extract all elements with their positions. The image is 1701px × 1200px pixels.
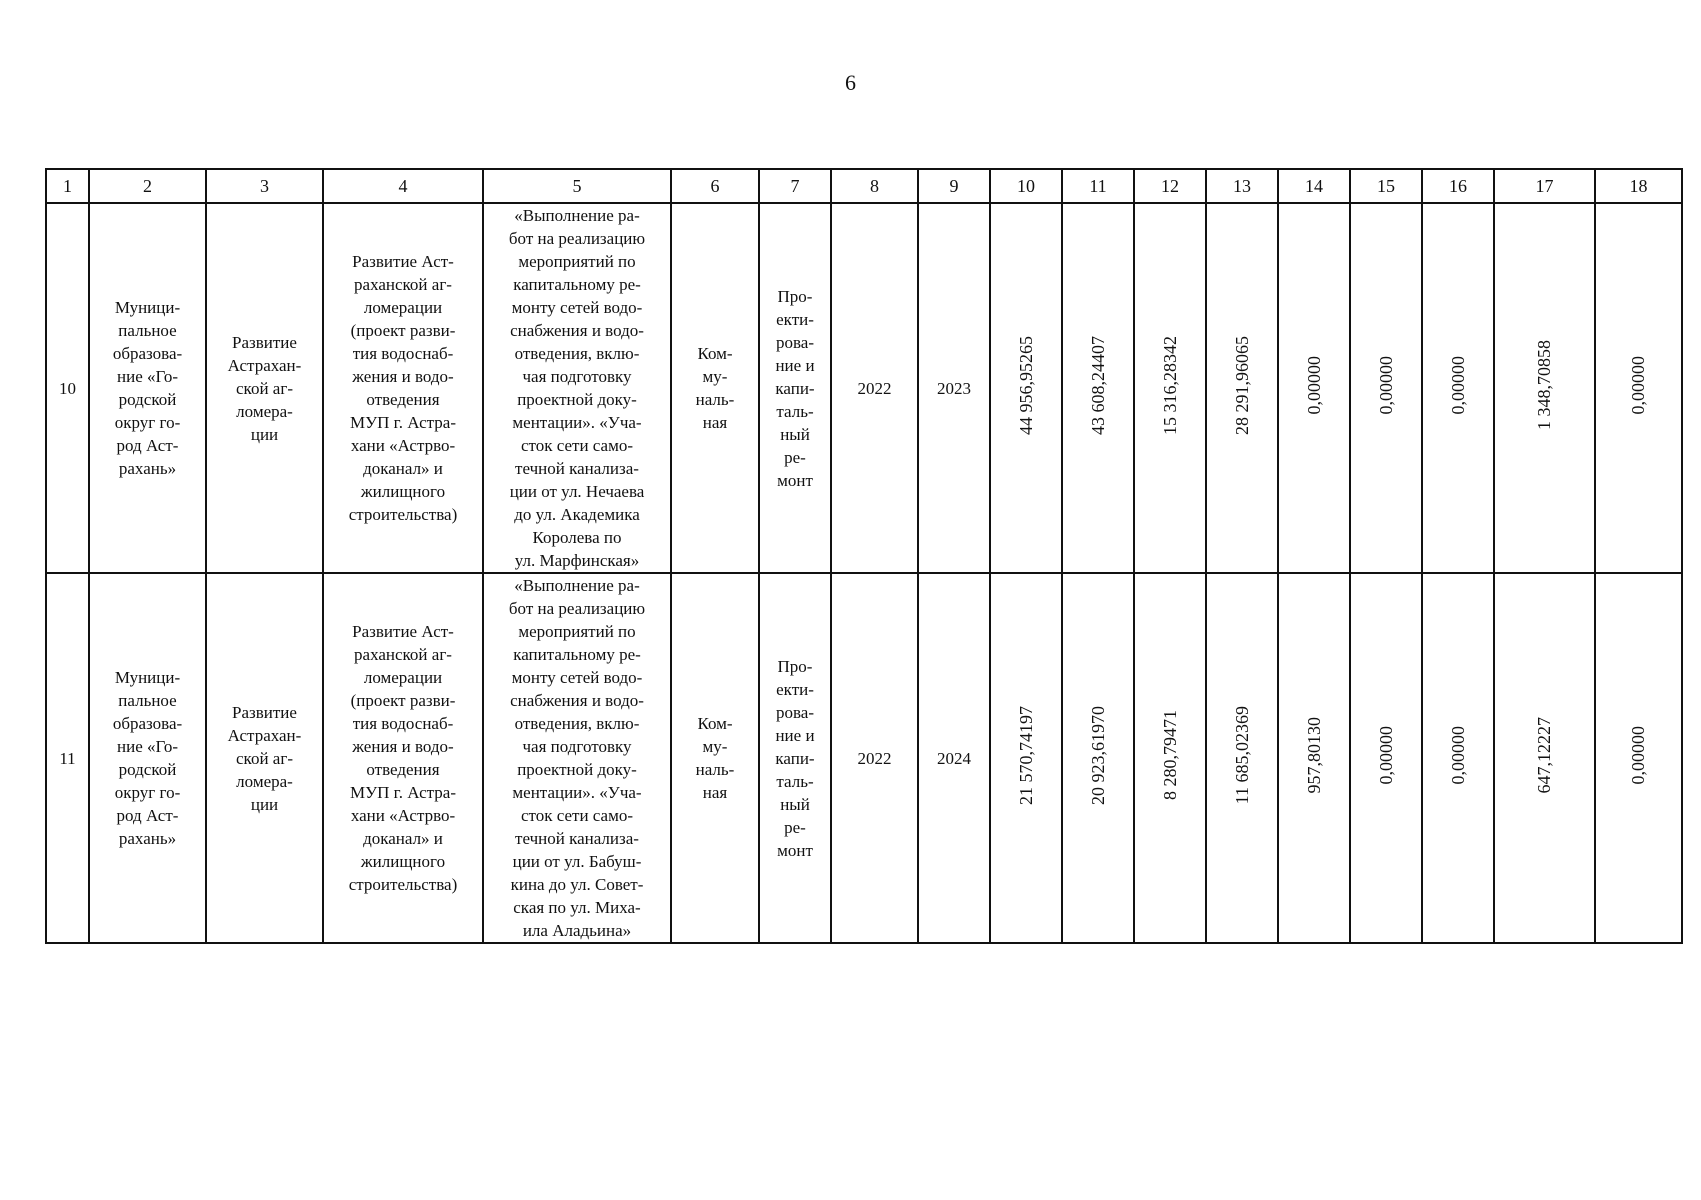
municipality-cell: Муници- пальное образова- ние «Го- родской округ го- род Аст- рахань» — [89, 573, 206, 943]
value-text: 0,00000 — [1375, 725, 1396, 785]
page-number: 6 — [845, 70, 856, 95]
value-cell — [1134, 203, 1206, 573]
value-text: 0,00000 — [1628, 355, 1648, 415]
column-header: 5 — [483, 169, 671, 203]
column-number-row — [46, 169, 1682, 203]
year-start-cell: 2022 — [831, 203, 918, 573]
value-text: 957,80130 — [1303, 716, 1324, 794]
value-text: 1 348,70858 — [1534, 340, 1554, 430]
direction-cell: Развитие Астрахан- ской аг- ломера- ции — [206, 573, 323, 943]
value-cell — [1422, 203, 1494, 573]
program-cell: Развитие Аст- раханской аг- ломерации (проект разви- тия водоснаб- жения и водо- отведения МУП г. Астра- хани «Астрво- доканал» и жилищного строительства) — [323, 573, 483, 943]
column-header: 9 — [918, 169, 990, 203]
value-cell — [1278, 573, 1350, 943]
year-end-cell: 2023 — [918, 203, 990, 573]
column-header: 8 — [831, 169, 918, 203]
value-cell — [1206, 573, 1278, 943]
value-text: 28 291,96065 — [1231, 335, 1252, 435]
value-text: 15 316,28342 — [1159, 335, 1180, 435]
direction-cell: Развитие Астрахан- ской аг- ломера- ции — [206, 203, 323, 573]
value-text: 0,00000 — [1303, 355, 1324, 415]
year-end-cell: 2024 — [918, 573, 990, 943]
work-type-cell: Про- екти- рова- ние и капи- таль- ный ре- монт — [759, 203, 831, 573]
value-cell — [1595, 573, 1682, 943]
value-cell — [1422, 573, 1494, 943]
ownership-cell: Ком- му- наль- ная — [671, 573, 759, 943]
column-header: 11 — [1062, 169, 1134, 203]
column-header: 15 — [1350, 169, 1422, 203]
value-cell — [1134, 573, 1206, 943]
value-text: 20 923,61970 — [1087, 705, 1108, 805]
table-row — [46, 203, 1682, 573]
column-header: 2 — [89, 169, 206, 203]
value-cell — [1350, 573, 1422, 943]
column-header: 4 — [323, 169, 483, 203]
row-number: 10 — [46, 203, 89, 573]
value-text: 0,00000 — [1375, 355, 1396, 415]
work-type-cell: Про- екти- рова- ние и капи- таль- ный ре- монт — [759, 573, 831, 943]
value-text: 0,00000 — [1628, 725, 1648, 785]
column-header: 1 — [46, 169, 89, 203]
column-header: 18 — [1595, 169, 1682, 203]
value-cell — [1062, 573, 1134, 943]
column-header: 14 — [1278, 169, 1350, 203]
municipality-cell: Муници- пальное образова- ние «Го- родской округ го- род Аст- рахань» — [89, 203, 206, 573]
value-cell — [1278, 203, 1350, 573]
value-text: 0,00000 — [1447, 725, 1468, 785]
row-number: 11 — [46, 573, 89, 943]
value-text: 11 685,02369 — [1231, 705, 1252, 805]
value-text: 44 956,95265 — [1015, 335, 1036, 435]
object-cell: «Выполнение ра- бот на реализацию мероприятий по капитальному ре- монту сетей водо- снабжения и водо- отведения, вклю- чая подготовку проектной доку- ментации». «Уча- сток сети само- течной канализа- ции от ул. Бабуш- кина до ул. Совет- ская по ул. Миха- ила Аладьина» — [483, 573, 671, 943]
value-cell — [1206, 203, 1278, 573]
investment-table — [45, 168, 1683, 944]
value-text: 43 608,24407 — [1087, 335, 1108, 435]
value-cell — [990, 203, 1062, 573]
value-text: 8 280,79471 — [1159, 710, 1180, 800]
column-header: 6 — [671, 169, 759, 203]
value-text: 647,12227 — [1534, 716, 1554, 794]
table-row — [46, 573, 1682, 943]
value-text: 0,00000 — [1447, 355, 1468, 415]
column-header: 3 — [206, 169, 323, 203]
column-header: 10 — [990, 169, 1062, 203]
value-cell — [1350, 203, 1422, 573]
value-cell — [1062, 203, 1134, 573]
year-start-cell: 2022 — [831, 573, 918, 943]
program-cell: Развитие Аст- раханской аг- ломерации (проект разви- тия водоснаб- жения и водо- отведения МУП г. Астра- хани «Астрво- доканал» и жилищного строительства) — [323, 203, 483, 573]
value-text: 21 570,74197 — [1015, 705, 1036, 805]
column-header: 7 — [759, 169, 831, 203]
object-cell: «Выполнение ра- бот на реализацию мероприятий по капитальному ре- монту сетей водо- снабжения и водо- отведения, вклю- чая подготовку проектной доку- ментации». «Уча- сток сети само- течной канализа- ции от ул. Нечаева до ул. Академика Королева по ул. Марфинская» — [483, 203, 671, 573]
column-header: 12 — [1134, 169, 1206, 203]
column-header: 13 — [1206, 169, 1278, 203]
ownership-cell: Ком- му- наль- ная — [671, 203, 759, 573]
column-header: 17 — [1494, 169, 1595, 203]
value-cell — [1595, 203, 1682, 573]
value-cell — [1494, 573, 1595, 943]
column-header: 16 — [1422, 169, 1494, 203]
value-cell — [990, 573, 1062, 943]
value-cell — [1494, 203, 1595, 573]
